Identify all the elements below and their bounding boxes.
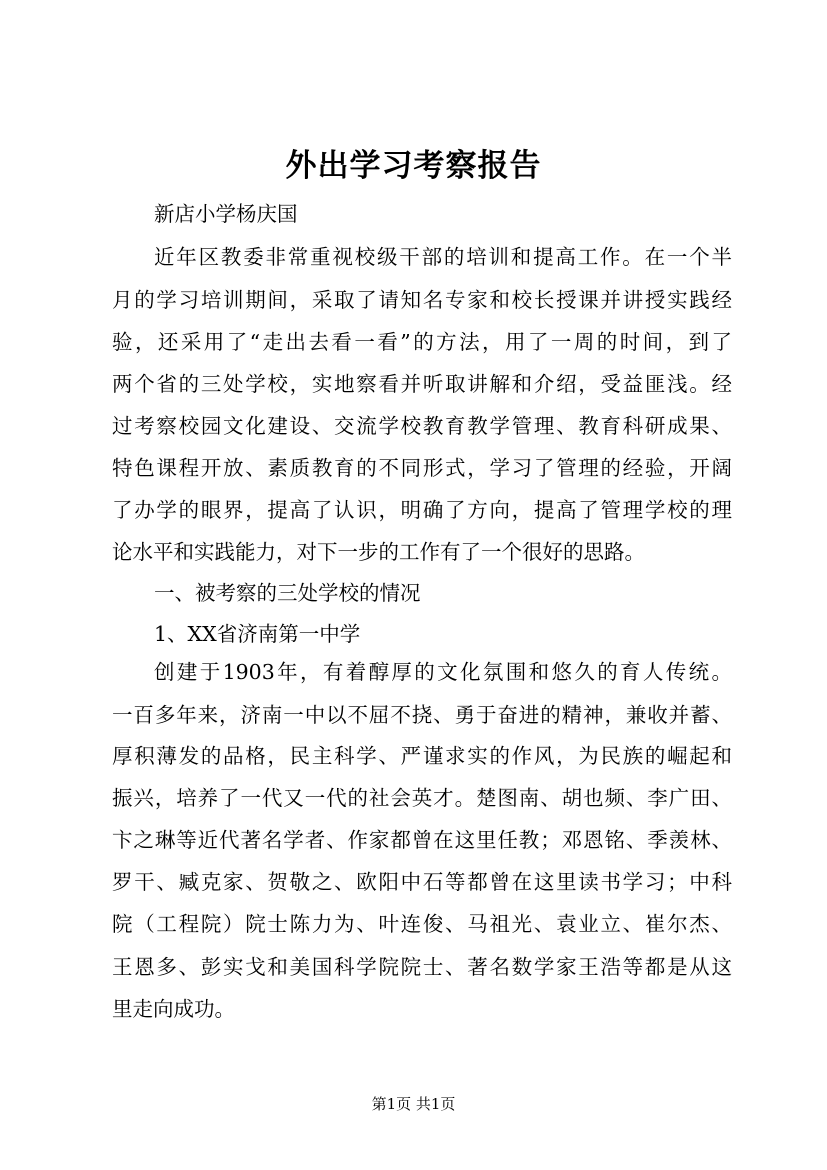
paragraph-line: 里走向成功。 <box>112 997 235 1021</box>
paragraph-line: 近年区教委非常重视校级干部的培训和提高工作。在一个半 <box>154 245 732 269</box>
paragraph-line: 创建于1903年，有着醇厚的文化氛围和悠久的育人传统。 <box>154 660 732 684</box>
author-line: 新店小学杨庆国 <box>154 202 298 226</box>
section-heading: 一、被考察的三处学校的情况 <box>154 581 421 605</box>
paragraph-line: 验，还采用了“走出去看一看”的方法，用了一周的时间，到了 <box>112 330 732 354</box>
paragraph-line: 院（工程院）院士陈力为、叶连俊、马祖光、袁业立、崔尔杰、 <box>112 912 732 936</box>
paragraph-line: 振兴，培养了一代又一代的社会英才。楚图南、胡也频、李广田、 <box>112 786 732 810</box>
paragraph-line: 罗干、臧克家、贺敬之、欧阳中石等都曾在这里读书学习；中科 <box>112 870 732 894</box>
document-title: 外出学习考察报告 <box>285 148 542 184</box>
paragraph-line: 一百多年来，济南一中以不屈不挠、勇于奋进的精神，兼收并蓄、 <box>112 703 732 727</box>
paragraph-line: 两个省的三处学校，实地察看并听取讲解和介绍，受益匪浅。经 <box>112 372 732 396</box>
paragraph-line: 卞之琳等近代著名学者、作家都曾在这里任教；邓恩铭、季羡林、 <box>112 828 732 852</box>
paragraph-line: 月的学习培训期间，采取了请知名专家和校长授课并讲授实践经 <box>112 288 732 312</box>
paragraph-line: 过考察校园文化建设、交流学校教育教学管理、教育科研成果、 <box>112 414 732 438</box>
paragraph-line: 特色课程开放、素质教育的不同形式，学习了管理的经验，开阔 <box>112 456 732 480</box>
paragraph-line: 王恩多、彭实戈和美国科学院院士、著名数学家王浩等都是从这 <box>112 955 732 979</box>
paragraph-line: 论水平和实践能力，对下一步的工作有了一个很好的思路。 <box>112 540 645 564</box>
paragraph-line: 了办学的眼界，提高了认识，明确了方向，提高了管理学校的理 <box>112 498 732 522</box>
page-footer: 第1页 共1页 <box>371 1095 456 1113</box>
paragraph-line: 厚积薄发的品格，民主科学、严谨求实的作风，为民族的崛起和 <box>112 744 732 768</box>
subsection-heading: 1、XX省济南第一中学 <box>154 622 361 646</box>
